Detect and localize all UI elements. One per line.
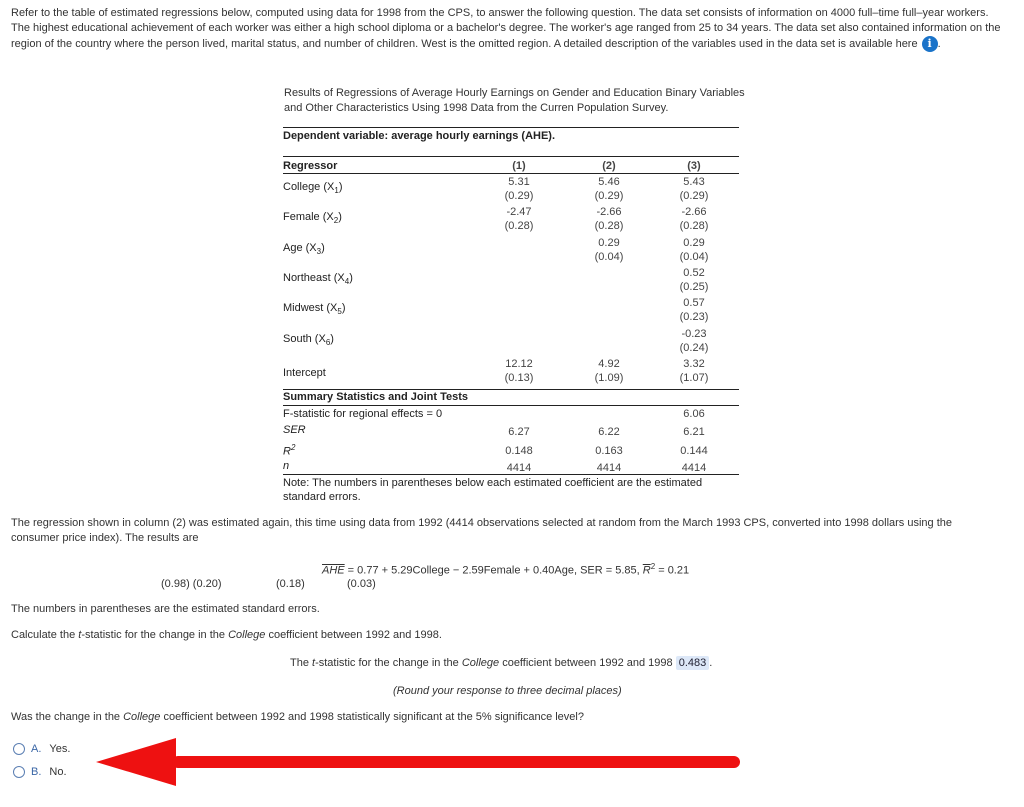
summary-title: Summary Statistics and Joint Tests	[283, 391, 469, 403]
coefficient-value: 5.31	[508, 176, 530, 188]
round-hint: (Round your response to three decimal places)	[393, 685, 622, 697]
standard-error: (0.23)	[679, 311, 709, 323]
info-icon[interactable]: i	[922, 36, 938, 52]
coefficient-value: -2.47	[506, 206, 532, 218]
summary-value: 4414	[506, 462, 532, 474]
standard-error: (0.28)	[679, 220, 709, 232]
coefficient-value: -0.23	[681, 328, 707, 340]
coefficient-value: -2.66	[596, 206, 622, 218]
standard-error: (0.29)	[679, 190, 709, 202]
coefficient-value: 0.52	[683, 267, 705, 279]
standard-error: (0.29)	[594, 190, 624, 202]
standard-error: (0.04)	[594, 251, 624, 263]
t-statistic-answer-field[interactable]: 0.483	[676, 656, 710, 670]
summary-value: 0.144	[680, 445, 708, 457]
summary-label: $R^2$	[283, 443, 296, 458]
row-label: College $(X_1)$	[283, 181, 343, 196]
intro-paragraph: Refer to the table of estimated regressions below, computed using data for 1998 from the CPS, to answer the following question. The data set consists of information on 4000 full–time full–year workers. The highest educational achievement of each worker was either a high school diploma or a bachelor's degree. The worker's age ranged from 25 to 34 years. The data set also contained information on the region of the country where the person lived, marital status, and number of children. West is the omitted region. A detailed description of the variables used in the data set is available here i .	[11, 7, 1001, 50]
header-col-3: (3)	[687, 160, 701, 172]
standard-error: (0.04)	[679, 251, 709, 263]
row-label: Intercept	[283, 367, 326, 379]
se-note: The numbers in parentheses are the estimated standard errors.	[11, 603, 320, 615]
standard-error: (0.13)	[504, 372, 534, 384]
standard-error: (0.29)	[504, 190, 534, 202]
answer-line: The t-statistic for the change in the College coefficient between 1992 and 1998 0.483 .	[290, 657, 713, 669]
dependent-variable: Dependent variable: average hourly earnings (AHE).	[283, 130, 556, 142]
regression-table	[283, 127, 739, 507]
radio-b[interactable]	[13, 766, 25, 778]
coefficient-value: 3.32	[683, 358, 705, 370]
standard-error: (0.28)	[504, 220, 534, 232]
row-label: Female $(X_2)$	[283, 211, 342, 226]
header-col-1: (1)	[512, 160, 526, 172]
coefficient-value: -2.66	[681, 206, 707, 218]
header-col-2: (2)	[602, 160, 616, 172]
ahe-hat: $\overline{AHE}$	[322, 564, 345, 577]
coefficient-value: 12.12	[505, 358, 533, 370]
summary-label: F-statistic for regional effects = 0	[283, 408, 443, 420]
regression-equation: $\overline{AHE} = 0.77$ + 5.29College − 2.59Female + 0.40Age, SER = 5.85, $\overline{R}^2 = 0.21$	[322, 562, 690, 577]
arrow-shaft	[172, 756, 740, 768]
coefficient-value: 5.43	[683, 176, 705, 188]
standard-error: (0.28)	[594, 220, 624, 232]
coefficient-value: 4.92	[598, 358, 620, 370]
summary-value: 6.06	[683, 408, 705, 420]
se-intercept-college: (0.98) (0.20)	[161, 578, 222, 590]
summary-value: 0.148	[505, 445, 533, 457]
question-paragraph: The regression shown in column (2) was estimated again, this time using data from 1992 (4414 observations selected at random from the March 1993 CPS, converted into 1998 dollars using the consumer price index). The results are	[11, 517, 953, 544]
summary-value: 0.163	[595, 445, 623, 457]
se-female: (0.18)	[276, 578, 305, 590]
significance-question: Was the change in the College coefficient between 1992 and 1998 statistically significant at the 5% significance level?	[11, 711, 584, 723]
summary-value: 4414	[681, 462, 707, 474]
header-regressor: Regressor	[283, 160, 338, 172]
summary-value: 6.27	[508, 426, 530, 438]
row-label: South $(X_6)$	[283, 333, 334, 348]
radio-a[interactable]	[13, 743, 25, 755]
row-label: Age $(X_3)$	[283, 242, 325, 257]
se-age: (0.03)	[347, 578, 376, 590]
standard-error: (0.25)	[679, 281, 709, 293]
arrow-head	[96, 738, 176, 786]
summary-label: SER	[283, 424, 306, 436]
standard-error: (1.07)	[679, 372, 709, 384]
table-caption: Results of Regressions of Average Hourly Earnings on Gender and Education Binary Variables and Other Characteristics Using 1998 Data from the Curren Population Survey.	[284, 87, 745, 114]
coefficient-value: 0.57	[683, 297, 705, 309]
row-label: Northeast $(X_4)$	[283, 272, 353, 287]
calc-instruction: Calculate the t-statistic for the change in the College coefficient between 1992 and 1998.	[11, 629, 442, 641]
summary-label: n	[283, 460, 290, 472]
standard-error: (1.09)	[594, 372, 624, 384]
summary-value: 6.22	[598, 426, 620, 438]
row-label: Midwest $(X_5)$	[283, 302, 346, 317]
coefficient-value: 5.46	[598, 176, 620, 188]
intro-text: Refer to the table of estimated regressions below, computed using data for 1998 from the CPS, to answer the following question. The data set consists of information on 4000 full–time full–year workers. The highest educational achievement of each worker was either a high school diploma or a bachelor's degree. The worker's age ranged from 25 to 34 years. The data set also contained information on the region of the country where the person lived, marital status, and number of children. West is the omitted region. A detailed description of the variables used in the data set is available here	[11, 7, 1001, 50]
coefficient-value: 0.29	[598, 237, 620, 249]
standard-error: (0.24)	[679, 342, 709, 354]
coefficient-value: 0.29	[683, 237, 705, 249]
option-b[interactable]: B. No.	[13, 766, 67, 778]
red-arrow-annotation	[96, 738, 746, 788]
summary-value: 4414	[596, 462, 622, 474]
summary-value: 6.21	[683, 426, 705, 438]
option-a[interactable]: A. Yes.	[13, 743, 70, 755]
table-note: Note: The numbers in parentheses below each estimated coefficient are the estimated standard errors.	[283, 477, 703, 503]
